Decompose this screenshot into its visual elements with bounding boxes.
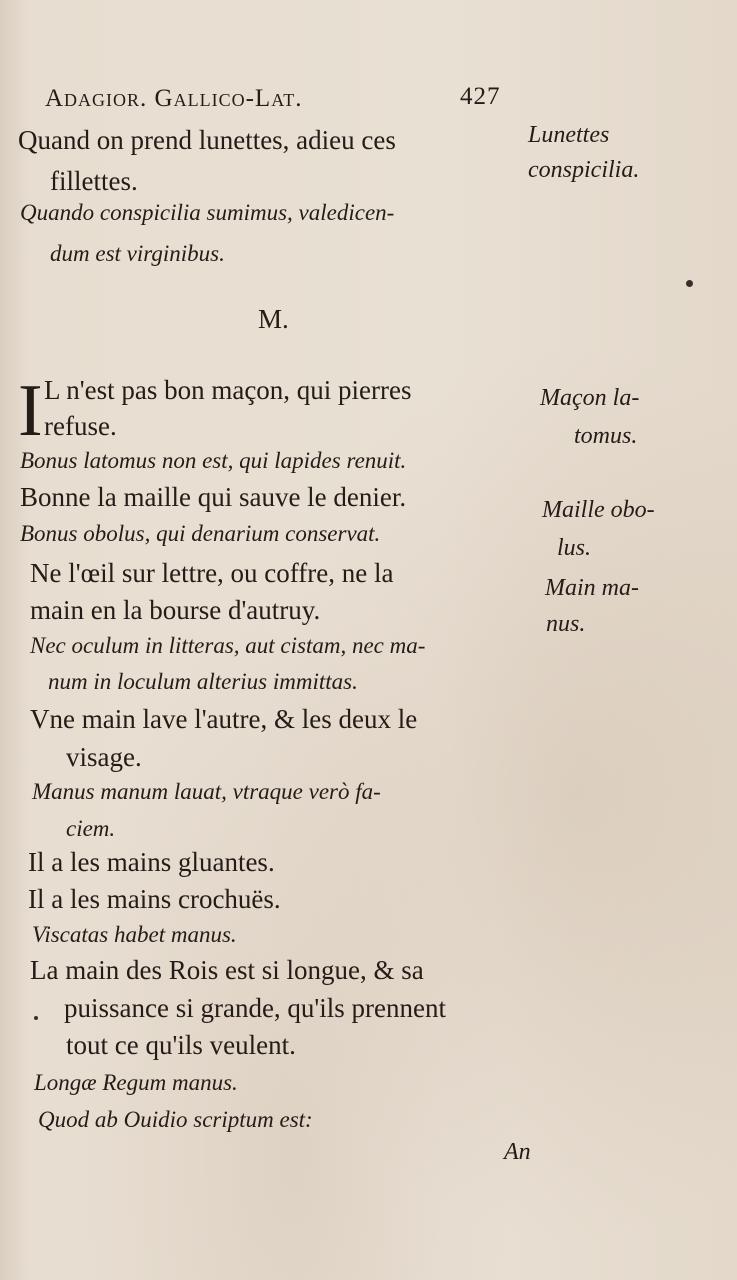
latin-line: Bonus obolus, qui denarium conservat. <box>20 521 381 546</box>
french-line: refuse. <box>44 411 117 441</box>
french-line: Il a les mains crochuës. <box>28 884 281 914</box>
margin-note: Main ma- <box>545 575 639 601</box>
margin-note: Maille obo- <box>542 497 655 523</box>
french-line: main en la bourse d'autruy. <box>30 595 321 625</box>
latin-line: Bonus latomus non est, qui lapides renuit. <box>20 448 407 473</box>
french-line: L n'est pas bon maçon, qui pierres <box>44 375 412 405</box>
french-line: La main des Rois est si longue, & sa <box>30 955 424 985</box>
french-line: puissance si grande, qu'ils prennent <box>64 993 447 1023</box>
latin-line: ciem. <box>66 816 116 841</box>
french-line: tout ce qu'ils veulent. <box>66 1030 296 1060</box>
margin-note: Maçon la- <box>540 385 640 411</box>
french-line: fillettes. <box>50 166 138 196</box>
section-heading: M. <box>258 304 289 334</box>
latin-line: Quando conspicilia sumimus, valedicen- <box>20 200 395 225</box>
catchword: An <box>504 1139 531 1165</box>
latin-line: Longæ Regum manus. <box>34 1070 238 1095</box>
french-line: visage. <box>66 742 142 772</box>
french-line: Bonne la maille qui sauve le denier. <box>20 482 407 512</box>
latin-line: Viscatas habet manus. <box>32 922 237 947</box>
margin-note: lus. <box>557 535 592 561</box>
margin-note: conspicilia. <box>528 157 640 183</box>
french-line: Quand on prend lunettes, adieu ces <box>18 125 396 155</box>
running-title: Adagior. Gallico-Lat. <box>45 85 303 112</box>
latin-line: num in loculum alterius immittas. <box>48 669 358 694</box>
french-line: Vne main lave l'autre, & les deux le <box>30 704 418 734</box>
margin-note: nus. <box>546 611 586 637</box>
latin-line: Nec oculum in litteras, aut cistam, nec ma- <box>30 633 426 658</box>
margin-note: tomus. <box>574 423 638 449</box>
drop-cap: I <box>18 370 43 452</box>
latin-line: Manus manum lauat, vtraque verò fa- <box>32 779 381 804</box>
latin-line: dum est virginibus. <box>50 241 225 266</box>
french-line: Il a les mains gluantes. <box>28 847 275 877</box>
margin-note: Lunettes <box>528 122 610 148</box>
french-line: Ne l'œil sur lettre, ou coffre, ne la <box>30 558 394 588</box>
latin-line: Quod ab Ouidio scriptum est: <box>38 1107 313 1132</box>
ink-spot <box>686 280 693 287</box>
ink-spot <box>34 1016 38 1020</box>
page-number: 427 <box>460 83 501 110</box>
